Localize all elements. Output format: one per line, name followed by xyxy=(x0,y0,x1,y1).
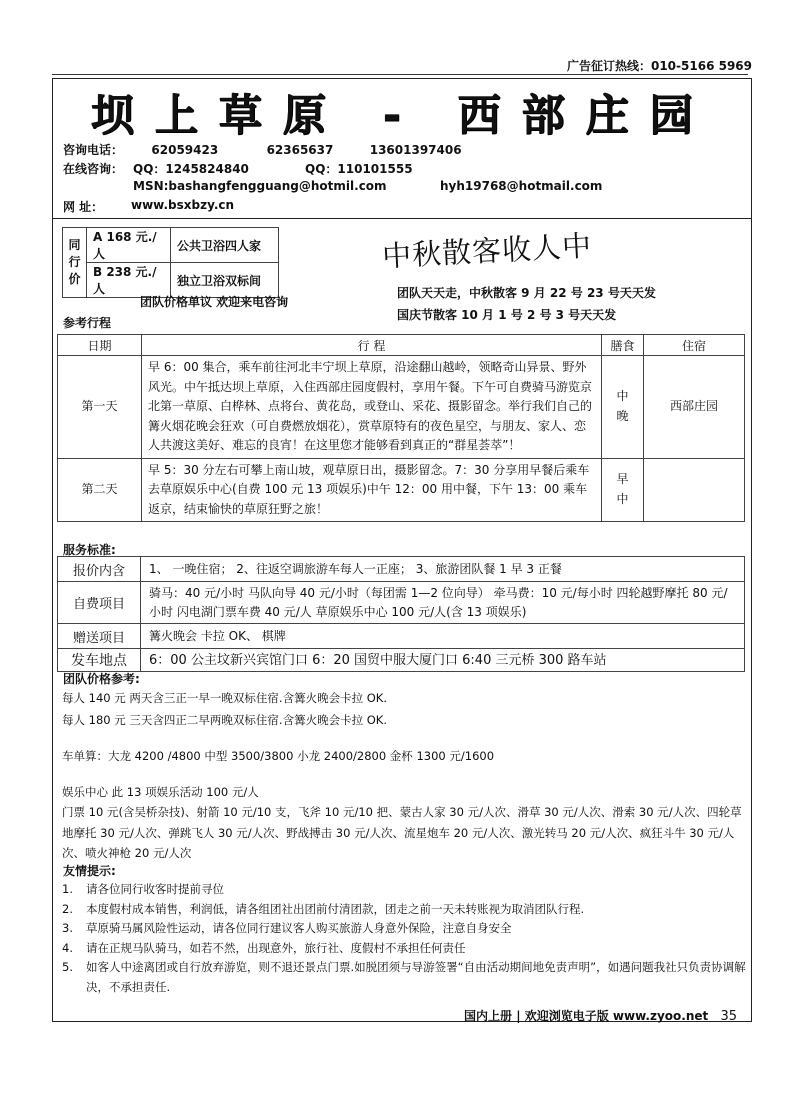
price-a-desc: 公共卫浴四人家 xyxy=(171,228,279,263)
day-stay xyxy=(644,458,745,522)
section-divider xyxy=(52,218,752,219)
day-label: 第一天 xyxy=(58,356,142,459)
header-date: 日期 xyxy=(58,335,142,356)
table-row xyxy=(58,582,745,624)
phone-2: 62365637 xyxy=(266,143,334,157)
header-meal: 膳食 xyxy=(602,335,644,356)
top-rule xyxy=(52,74,748,75)
itinerary-label: 参考行程 xyxy=(63,316,112,330)
service-row-value: 篝火晚会 卡拉 OK、 棋牌 xyxy=(141,624,745,649)
promo-line-2: 国庆节散客 10 月 1 号 2 号 3 号天天发 xyxy=(397,308,617,322)
list-item xyxy=(62,958,752,997)
table-row xyxy=(58,649,745,672)
promo-headline: 中秋散客收人中 xyxy=(381,228,593,274)
page-footer xyxy=(464,1007,737,1024)
phone-label: 咨询电话： xyxy=(63,143,124,157)
header-itinerary: 行 程 xyxy=(142,335,602,356)
tip-number: 2. xyxy=(62,901,73,916)
list-item xyxy=(62,939,752,959)
team-price-line-1: 每人 140 元 两天含三正一早一晚双标住宿.含篝火晚会卡拉 OK. xyxy=(62,691,387,705)
service-row-value: 1、 一晚住宿； 2、往返空调旅游车每人一正座； 3、旅游团队餐 1 早 3 正餐 xyxy=(141,557,745,582)
list-item xyxy=(62,919,752,939)
price-table xyxy=(62,227,279,298)
service-table xyxy=(57,556,745,672)
team-price-line-2: 每人 180 元 三天含四正二早两晚双标住宿.含篝火晚会卡拉 OK. xyxy=(62,713,387,727)
day-meal: 中晚 xyxy=(602,356,644,459)
tip-text: 本度假村成本销售，利润低，请各组团社出团前付清团款，团走之前一天未转账视为取消团队行程. xyxy=(86,901,585,916)
tip-number: 4. xyxy=(62,940,73,955)
page-number: 35 xyxy=(720,1009,737,1024)
itinerary-header xyxy=(58,335,745,356)
page-title: 坝上草原 - 西部庄园 xyxy=(90,91,714,141)
table-row xyxy=(58,458,745,522)
vehicle-price: 车单算：大龙 4200 /4800 中型 3500/3800 小龙 2400/2800 金杯 1300 元/1600 xyxy=(62,749,495,763)
contact-online-label: 在线咨询： xyxy=(63,162,124,176)
list-item xyxy=(62,900,752,920)
price-a: A 168 元./人 xyxy=(87,228,171,263)
service-label: 服务标准: xyxy=(63,543,116,557)
contact-msn: MSN:bashangfengguang@hotmil.com xyxy=(133,179,387,193)
service-row-value: 6：00 公主坟新兴宾馆门口 6：20 国贸中服大厦门口 6:40 三元桥 300 路车站 xyxy=(141,649,745,672)
phone-3: 13601397406 xyxy=(369,143,462,157)
day-stay: 西部庄园 xyxy=(644,356,745,459)
table-row xyxy=(58,557,745,582)
tip-text: 请各位同行收客时提前寻位 xyxy=(86,882,224,896)
contact-phone-row xyxy=(63,141,462,158)
tip-number: 1. xyxy=(62,882,73,896)
tips-label: 友情提示: xyxy=(63,864,116,878)
phone-1: 62059423 xyxy=(151,143,219,157)
entertainment-line: 娱乐中心 此 13 项娱乐活动 100 元/人 xyxy=(62,785,259,799)
day-description: 早 6：00 集合，乘车前往河北丰宁坝上草原，沿途翻山越岭，领略奇山异景、野外风光。中午抵达坝上草原，入住西部庄园度假村，享用午餐。下午可自费骑马游览京北第一草原、白桦林、点将台、黄花岛，或登山、采花、摄影留念。举行我们自己的篝火烟花晚会狂欢（可自费燃放烟花），赏草原特有的夜色星空，与朋友、家人、恋人共渡这美好、难忘的良宵！在这里您才能够看到真正的“群星荟萃”！ xyxy=(142,356,602,459)
ad-hotline: 广告征订热线：010-5166 5969 xyxy=(566,59,752,73)
entertainment-detail: 门票 10 元(含吴桥杂技)、射箭 10 元/10 支，飞斧 10 元/10 把、蒙古人家 30 元/人次、滑草 30 元/人次、滑索 30 元/人次、四轮草地摩托 30 元/人次、弹跳飞人 30 元/人次、野战搏击 30 元/人次、流星炮车 20 元/人次、激光转马 20 元/人次、疯狂斗牛 30 元/人次、喷火神枪 20 元/人次 xyxy=(62,805,742,860)
day-meal: 早中 xyxy=(602,458,644,522)
itinerary-table xyxy=(57,334,745,522)
promo-line-1: 团队天天走，中秋散客 9 月 22 号 23 号天天发 xyxy=(397,286,656,300)
tip-number: 5. xyxy=(62,960,73,974)
contact-email: hyh19768@hotmail.com xyxy=(440,179,603,193)
tips-list xyxy=(62,880,752,997)
tip-number: 3. xyxy=(62,921,73,935)
header-stay: 住宿 xyxy=(644,335,745,356)
table-row xyxy=(58,356,745,459)
day-description: 早 5：30 分左右可攀上南山坡，观草原日出，摄影留念。7：30 分享用早餐后乘车去草原娱乐中心(自费 100 元 13 项娱乐)中午 12：00 用中餐，下午 13：00 乘车返京，结束愉快的草原狂野之旅！ xyxy=(142,458,602,522)
contact-web-label: 网 址： xyxy=(63,200,104,214)
table-row xyxy=(58,624,745,649)
service-row-label: 发车地点 xyxy=(58,649,141,672)
contact-qq-2: QQ：110101555 xyxy=(305,162,413,176)
price-label: 同行价 xyxy=(63,228,87,298)
team-price-label: 团队价格参考: xyxy=(63,672,140,686)
contact-qq-1: QQ：1245824840 xyxy=(133,162,249,176)
contact-web-link[interactable]: www.bsxbzy.cn xyxy=(131,198,235,212)
team-price-note: 团队价格单议 欢迎来电咨询 xyxy=(140,295,289,309)
service-row-label: 报价内含 xyxy=(58,557,141,582)
footer-text: 国内上册 | 欢迎浏览电子版 www.zyoo.net xyxy=(464,1009,709,1023)
price-b: B 238 元./人 xyxy=(87,263,171,298)
tip-text: 如客人中途离团或自行放弃游览，则不退还景点门票.如脱团须与导游签署“自由活动期间地免责声明”，如遇问题我社只负责协调解决，不承担责任. xyxy=(86,960,746,994)
service-row-value: 骑马：40 元/小时 马队向导 40 元/小时（每团需 1—2 位向导） 牵马费：10 元/每小时 四轮越野摩托 80 元/小时 闪电湖门票车费 40 元/人 草原娱乐中心 100 元/人(含 13 项娱乐) xyxy=(141,582,745,624)
price-b-desc: 独立卫浴双标间 xyxy=(171,263,279,298)
tip-text: 草原骑马属风险性运动，请各位同行建议客人购买旅游人身意外保险，注意自身安全 xyxy=(86,921,512,935)
service-row-label: 自费项目 xyxy=(58,582,141,624)
tip-text: 请在正规马队骑马，如若不然，出现意外，旅行社、度假村不承担任何责任 xyxy=(86,940,466,955)
service-row-label: 赠送项目 xyxy=(58,624,141,649)
day-label: 第二天 xyxy=(58,458,142,522)
list-item xyxy=(62,880,752,900)
